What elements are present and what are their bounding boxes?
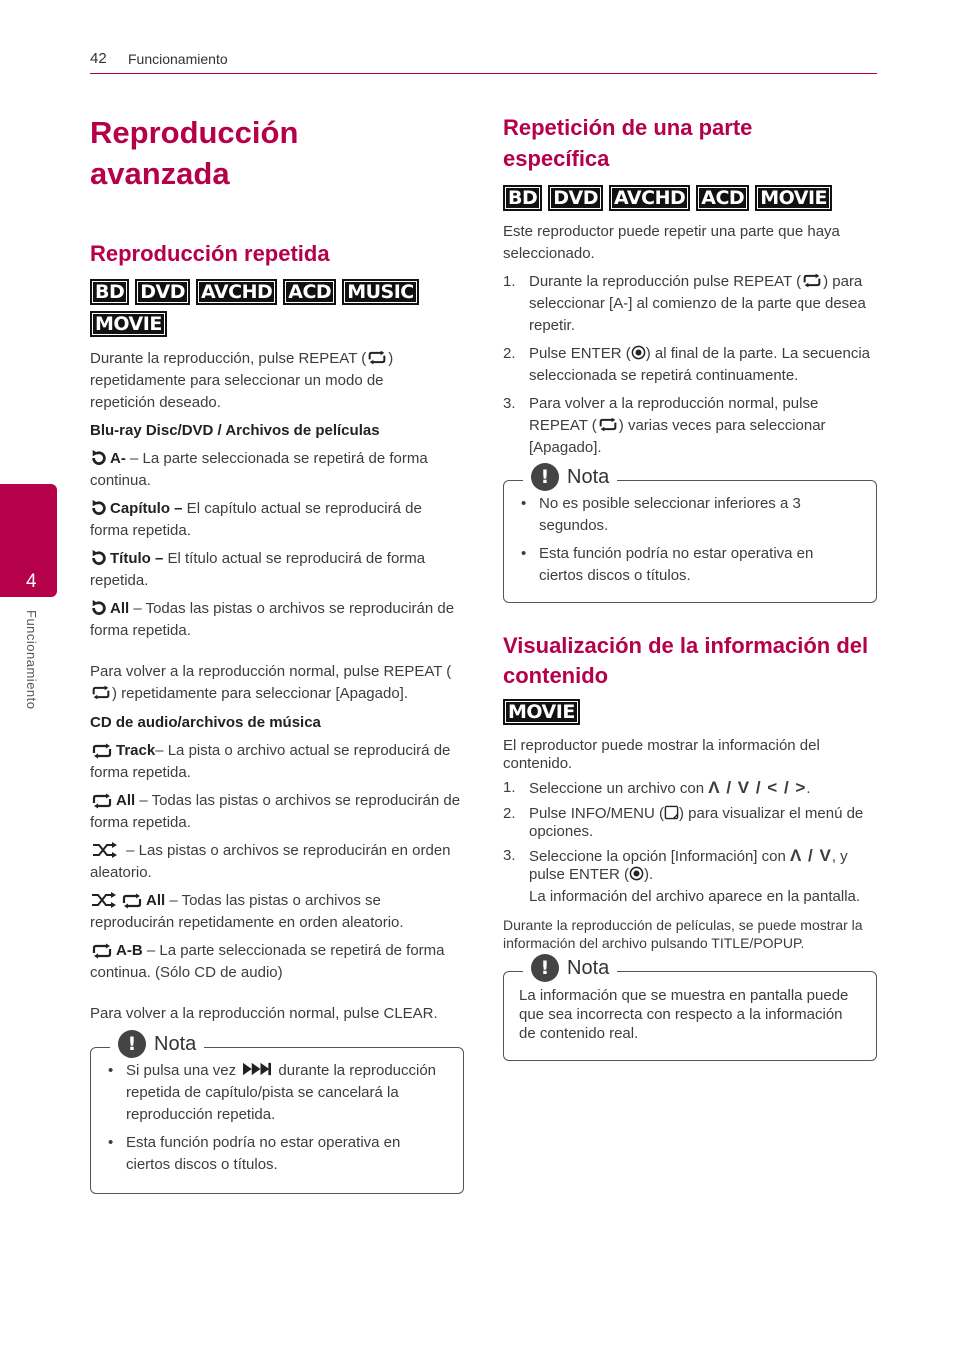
repeat-all-icon	[90, 599, 108, 617]
list-item: A-B – La parte seleccionada se repetirá de forma continua. (Sólo CD de audio)	[90, 942, 445, 981]
list-item: • Esta función podría no estar operativa en ciertos discos o títulos.	[104, 1132, 444, 1176]
repeat-all-icon	[90, 793, 114, 809]
bd-heading: Blu-ray Disc/DVD / Archivos de películas	[90, 422, 380, 439]
badge-music: MUSIC	[342, 279, 419, 305]
list-item: 2. Pulse ENTER ( ) al final de la parte. La secuencia seleccionada se repetirá continuamente.	[503, 345, 871, 384]
badge-avchd: AVCHD	[196, 279, 277, 305]
list-item: • Esta función podría no estar operativa en ciertos discos o títulos.	[517, 543, 857, 587]
note-title: Nota	[154, 1032, 197, 1055]
repeat-intro: Durante la reproducción, pulse REPEAT ( ) repetidamente para seleccionar un modo de repetición deseado.	[90, 350, 394, 411]
repeat-return: Para volver a la reproducción normal, pulse REPEAT () repetidamente para seleccionar [Apagado].	[90, 663, 452, 702]
note-title: Nota	[567, 465, 610, 488]
shuffle-icon	[90, 891, 118, 909]
list-item: 3. Seleccione la opción [Información] con Λ / V, y pulse ENTER ( ). La información del archivo aparece en la pantalla.	[503, 847, 877, 906]
badge-acd: ACD	[283, 279, 336, 305]
step-result: La información del archivo aparece en la pantalla.	[529, 888, 861, 905]
arrow-keys: Λ / V / < / >	[708, 778, 807, 797]
chapter-number: 4	[26, 571, 37, 592]
repeat-badges	[90, 279, 420, 337]
list-item: – Las pistas o archivos se reproducirán en orden aleatorio.	[90, 842, 451, 881]
repeat-ab-icon	[90, 943, 114, 959]
list-item: 2. Pulse INFO/MENU ( ) para visualizar el menú de opciones.	[503, 805, 864, 840]
repeat-chapter-icon	[90, 499, 108, 517]
warning-icon: !	[531, 463, 559, 491]
warning-icon: !	[118, 1030, 146, 1058]
info-steps	[503, 778, 877, 906]
page-number: 42	[90, 50, 107, 67]
list-item: 1. Seleccione un archivo con Λ / V / < / >.	[503, 778, 811, 797]
part-steps	[503, 271, 877, 459]
playback-text: Durante la reproducción de películas, se puede mostrar la información del archivo pulsando TITLE/POPUP.	[503, 917, 863, 951]
list-item: All – Todas las pistas o archivos se reproducirán repetidamente en orden aleatorio.	[90, 892, 404, 931]
badge-bd: BD	[90, 279, 129, 305]
repeat-track-icon	[90, 743, 114, 759]
list-item: Track– La pista o archivo actual se reproducirá de forma repetida.	[90, 742, 451, 781]
shuffle-icon	[90, 841, 120, 859]
list-item: 1. Durante la reproducción pulse REPEAT ( ) para seleccionar [A-] al comienzo de la parte que desea repetir.	[503, 273, 866, 334]
part-heading: Repetición de una parte específica	[503, 115, 753, 171]
list-item: • Si pulsa una vez durante la reproducción repetida de capítulo/pista se cancelará la reproducción repetida.	[104, 1060, 444, 1126]
info-heading: Visualización de la información del contenido	[503, 633, 869, 688]
note-header	[523, 954, 617, 982]
warning-icon: !	[531, 954, 559, 982]
info-badges	[503, 699, 580, 725]
header-rule	[90, 73, 877, 74]
section-title: Funcionamiento	[128, 51, 228, 67]
repeat-icon	[597, 417, 619, 432]
note-text: La información que se muestra en pantalla puede que sea incorrecta con respecto a la información de contenido real.	[519, 987, 849, 1042]
badge-dvd: DVD	[548, 185, 603, 211]
arrow-keys: Λ / V	[789, 846, 832, 865]
badge-acd: ACD	[696, 185, 749, 211]
list-item: Título – El título actual se reproducirá de forma repetida.	[90, 550, 426, 589]
enter-icon	[629, 866, 644, 881]
info-intro: El reproductor puede mostrar la información del contenido.	[503, 737, 820, 772]
repeat-icon	[801, 273, 823, 288]
skip-next-icon	[240, 1062, 274, 1076]
info-menu-icon	[664, 805, 679, 820]
list-item: • No es posible seleccionar inferiores a 3 segundos.	[517, 493, 857, 537]
list-item: All – Todas las pistas o archivos se reproducirán de forma repetida.	[90, 792, 461, 831]
repeat-icon	[90, 685, 112, 700]
list-item: A- – La parte seleccionada se repetirá de forma continua.	[90, 450, 428, 489]
note-list	[517, 493, 857, 587]
badge-dvd: DVD	[135, 279, 190, 305]
enter-icon	[631, 345, 646, 360]
note-list	[104, 1060, 444, 1176]
badge-movie: MOVIE	[503, 699, 580, 725]
cd-heading: CD de audio/archivos de música	[90, 714, 321, 731]
badge-movie: MOVIE	[90, 311, 167, 337]
badge-movie: MOVIE	[755, 185, 832, 211]
repeat-title-icon	[90, 549, 108, 567]
list-item: 3. Para volver a la reproducción normal, pulse REPEAT ( ) varias veces para seleccionar [Apagado].	[503, 395, 826, 456]
page-title: Reproducción avanzada	[90, 115, 299, 191]
part-badges	[503, 185, 883, 211]
badge-avchd: AVCHD	[609, 185, 690, 211]
badge-bd: BD	[503, 185, 542, 211]
list-item: Capítulo – El capítulo actual se reproducirá de forma repetida.	[90, 500, 422, 539]
note-title: Nota	[567, 956, 610, 979]
clear-text: Para volver a la reproducción normal, pulse CLEAR.	[90, 1005, 438, 1022]
repeat-heading: Reproducción repetida	[90, 241, 330, 266]
repeat-icon	[366, 350, 388, 365]
note-header	[523, 463, 617, 491]
repeat-a-icon	[90, 449, 108, 467]
list-item: All – Todas las pistas o archivos se reproducirán de forma repetida.	[90, 600, 455, 639]
part-intro: Este reproductor puede repetir una parte que haya seleccionado.	[503, 223, 840, 262]
chapter-label: Funcionamiento	[24, 610, 39, 710]
note-header	[110, 1030, 204, 1058]
repeat-all-icon	[120, 893, 144, 909]
